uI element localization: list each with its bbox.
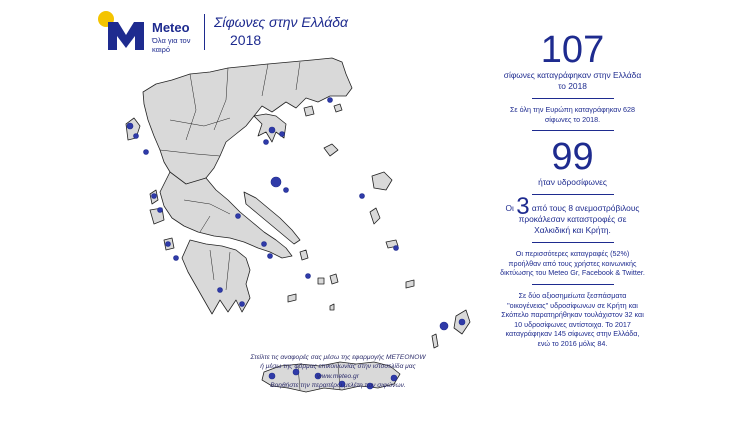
marker <box>360 194 365 199</box>
map-island-thasos <box>304 106 314 116</box>
map-island-kos <box>406 280 414 288</box>
marker <box>394 246 399 251</box>
map-island-andros <box>300 250 308 260</box>
marker <box>328 98 333 103</box>
map-island-milos <box>288 294 296 302</box>
map-island-chios <box>370 208 380 224</box>
footer-url[interactable]: www.meteo.gr <box>317 372 359 380</box>
footer-line-4: Βοηθήστε την περαιτέρω μελέτη των σιφώνων. <box>270 382 406 390</box>
marker <box>284 188 289 193</box>
stat-total-text: σίφωνες καταγράφηκαν στην Ελλάδα το 2018 <box>503 70 642 91</box>
page-year: 2018 <box>230 32 262 48</box>
stat-families-text: Σε δύο αξιοσημείωτα ξεσπάσματα "οικογένειας" υδροσίφωνων σε Κρήτη και Σκόπελο παρατηρήθηκαν τουλάχιστον 32 και 10 υδροσίφωνες αντίστοιχα. Το 2017 καταγράφηκαν 145 σίφωνες στην Ελλάδα, ενώ το 2016 μόλις 84. <box>501 290 644 348</box>
divider <box>532 242 614 243</box>
stats-panel <box>500 30 645 349</box>
marker <box>127 123 133 129</box>
brand-name: Meteo <box>152 20 190 35</box>
marker <box>174 256 179 261</box>
map-island-limnos <box>324 144 338 156</box>
marker <box>262 242 267 247</box>
map-island-lesvos <box>372 172 392 190</box>
footer-line-1: Στείλτε τις αναφορές σας μέσω της εφαρμογής METEONOW <box>250 354 426 361</box>
map-island-naxos <box>330 274 338 284</box>
stat-europe-text: Σε όλη την Ευρώπη καταγράφηκαν 628 σίφωνες το 2018. <box>509 105 636 124</box>
stat-damage-number: 3 <box>516 193 530 221</box>
marker <box>264 140 269 145</box>
marker <box>280 132 285 137</box>
marker <box>218 288 223 293</box>
stat-damage-text: από τους 8 ανεμοστρόβιλους προκάλεσαν καταστροφές σε Χαλκιδική και Κρήτη. <box>518 203 640 236</box>
divider <box>532 130 614 131</box>
stat-damage-prefix: Οι <box>505 203 514 214</box>
stat-damage <box>500 193 645 236</box>
stat-water-text: ήταν υδροσίφωνες <box>538 177 607 188</box>
map-island-karpathos <box>432 334 438 348</box>
marker <box>440 322 448 330</box>
marker <box>459 319 465 325</box>
marker <box>240 302 245 307</box>
stat-water-number: 99 <box>551 136 594 179</box>
map-island-samothraki <box>334 104 342 112</box>
divider <box>532 98 614 99</box>
marker <box>269 127 275 133</box>
stat-total-number: 107 <box>540 29 605 71</box>
map-island-paros <box>318 278 324 284</box>
marker <box>268 254 273 259</box>
marker <box>271 177 281 187</box>
marker <box>152 194 157 199</box>
brand-tagline: Όλα για τον καιρό <box>152 36 191 54</box>
marker <box>166 242 171 247</box>
marker <box>236 214 241 219</box>
page-title: Σίφωνες στην Ελλάδα <box>214 14 349 30</box>
marker <box>158 208 163 213</box>
stat-reports-text: Οι περισσότερες καταγραφές (52%) προήλθαν από τους χρήστες κοινωνικής δικτύωσης του Meteo Gr, Facebook & Twitter. <box>500 249 645 278</box>
footer-line-2: ή μέσω της φόρμας επικοινωνίας στην ιστοσελίδα μας <box>260 363 416 371</box>
divider <box>532 194 614 195</box>
map-island-santorini <box>330 304 334 310</box>
footer-note <box>218 353 458 391</box>
marker <box>134 134 139 139</box>
marker <box>144 150 149 155</box>
divider <box>532 284 614 285</box>
marker <box>306 274 311 279</box>
